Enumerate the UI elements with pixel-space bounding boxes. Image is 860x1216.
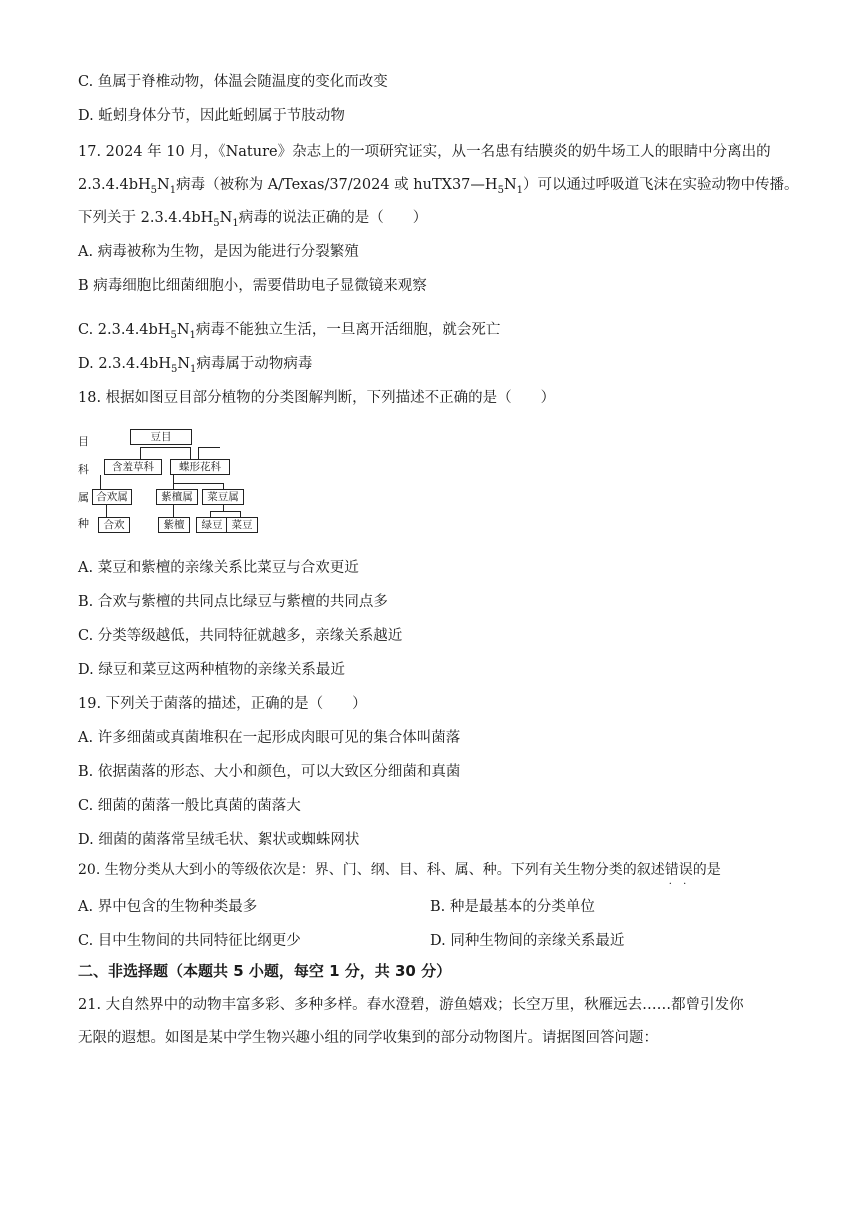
node-genus-phaseolus: 菜豆属 — [202, 489, 244, 505]
connector — [210, 511, 240, 512]
node-genus-albizia: 合欢属 — [92, 489, 132, 505]
node-species-mung-bean: 绿豆 — [196, 517, 228, 533]
question-20-stem: 20. 生物分类从大到小的等级依次是：界、门、纲、目、科、属、种。下列有关生物分类的叙述错误 · ·的是 — [78, 860, 721, 880]
option-d-earthworm: D. 蚯蚓身体分节，因此蚯蚓属于节肢动物 — [78, 108, 345, 124]
connector — [173, 483, 223, 484]
question-20-option-c: C. 目中生物间的共同特征比纲更少 — [78, 933, 301, 949]
level-label-family: 科 — [78, 463, 89, 476]
node-genus-pterocarpus: 紫檀属 — [156, 489, 198, 505]
question-19-option-b: B. 依据菌落的形态、大小和颜色，可以大致区分细菌和真菌 — [78, 764, 461, 780]
connector — [140, 447, 190, 448]
question-18-option-c: C. 分类等级越低，共同特征就越多，亲缘关系越近 — [78, 628, 403, 644]
question-20-option-a: A. 界中包含的生物种类最多 — [78, 899, 258, 915]
node-species-pterocarpus: 紫檀 — [158, 517, 190, 533]
question-17-option-b: B 病毒细胞比细菌细胞小，需要借助电子显微镜来观察 — [78, 278, 427, 294]
question-21-stem-line1: 21. 大自然界中的动物丰富多彩、多种多样。春水澄碧，游鱼嬉戏；长空万里，秋雁远去……都曾引发你 — [78, 997, 744, 1013]
node-species-albizia: 合欢 — [98, 517, 130, 533]
question-18-option-a: A. 菜豆和紫檀的亲缘关系比菜豆与合欢更近 — [78, 560, 359, 576]
question-18-option-d: D. 绿豆和菜豆这两种植物的亲缘关系最近 — [78, 662, 345, 678]
level-label-genus: 属 — [78, 491, 89, 504]
question-19-option-c: C. 细菌的菌落一般比真菌的菌落大 — [78, 798, 301, 814]
connector — [173, 505, 174, 517]
question-19-stem: 19. 下列关于菌落的描述，正确的是（ ） — [78, 696, 367, 712]
node-family-mimosaceae: 含羞草科 — [104, 459, 162, 475]
level-label-species: 种 — [78, 517, 89, 530]
question-17-stem-line1: 17. 2024 年 10 月，《Nature》杂志上的一项研究证实，从一名患有结膜炎的奶牛场工人的眼睛中分离出的 — [78, 144, 771, 160]
question-17-option-d: D. $2.3.4.4bH_5N_1$病毒属于动物病毒 — [78, 356, 313, 375]
question-20-option-d: D. 同种生物间的亲缘关系最近 — [430, 933, 625, 949]
question-20-option-b: B. 种是最基本的分类单位 — [430, 899, 595, 915]
classification-diagram — [78, 425, 278, 537]
question-19-option-a: A. 许多细菌或真菌堆积在一起形成肉眼可见的集合体叫菌落 — [78, 730, 461, 746]
emphasis-wrong: 错误 · · — [665, 862, 693, 878]
connector — [106, 505, 107, 517]
question-21-stem-line2: 无限的遐想。如图是某中学生物兴趣小组的同学收集到的部分动物图片。请据图回答问题： — [78, 1030, 658, 1046]
question-17-stem-line2: $2.3.4.4bH_5N_1$病毒（被称为 A/Texas/37/2024 或 $huTX37—H_5N_1$）可以通过呼吸道飞沫在实验动物中传播。 — [78, 177, 799, 196]
question-19-option-d: D. 细菌的菌落常呈绒毛状、絮状或蜘蛛网状 — [78, 832, 360, 848]
question-18-stem: 18. 根据如图豆目部分植物的分类图解判断，下列描述不正确的是（ ） — [78, 390, 556, 406]
question-17-option-c: C. $2.3.4.4bH_5N_1$病毒不能独立生活，一旦离开活细胞，就会死亡 — [78, 322, 501, 341]
question-17-option-a: A. 病毒被称为生物，是因为能进行分裂繁殖 — [78, 244, 359, 260]
node-species-kidney-bean: 菜豆 — [226, 517, 258, 533]
level-label-order: 目 — [78, 435, 89, 448]
option-c-fish: C. 鱼属于脊椎动物，体温会随温度的变化而改变 — [78, 74, 388, 90]
section-heading-non-choice: 二、非选择题（本题共 5 小题，每空 1 分，共 30 分） — [78, 962, 452, 980]
node-order: 豆目 — [130, 429, 192, 445]
question-18-option-b: B. 合欢与紫檀的共同点比绿豆与紫檀的共同点多 — [78, 594, 388, 610]
node-family-papilionaceae: 蝶形花科 — [170, 459, 230, 475]
connector — [198, 447, 220, 448]
question-17-stem-line3: 下列关于 $2.3.4.4bH_5N_1$病毒的说法正确的是（ ） — [78, 210, 428, 229]
